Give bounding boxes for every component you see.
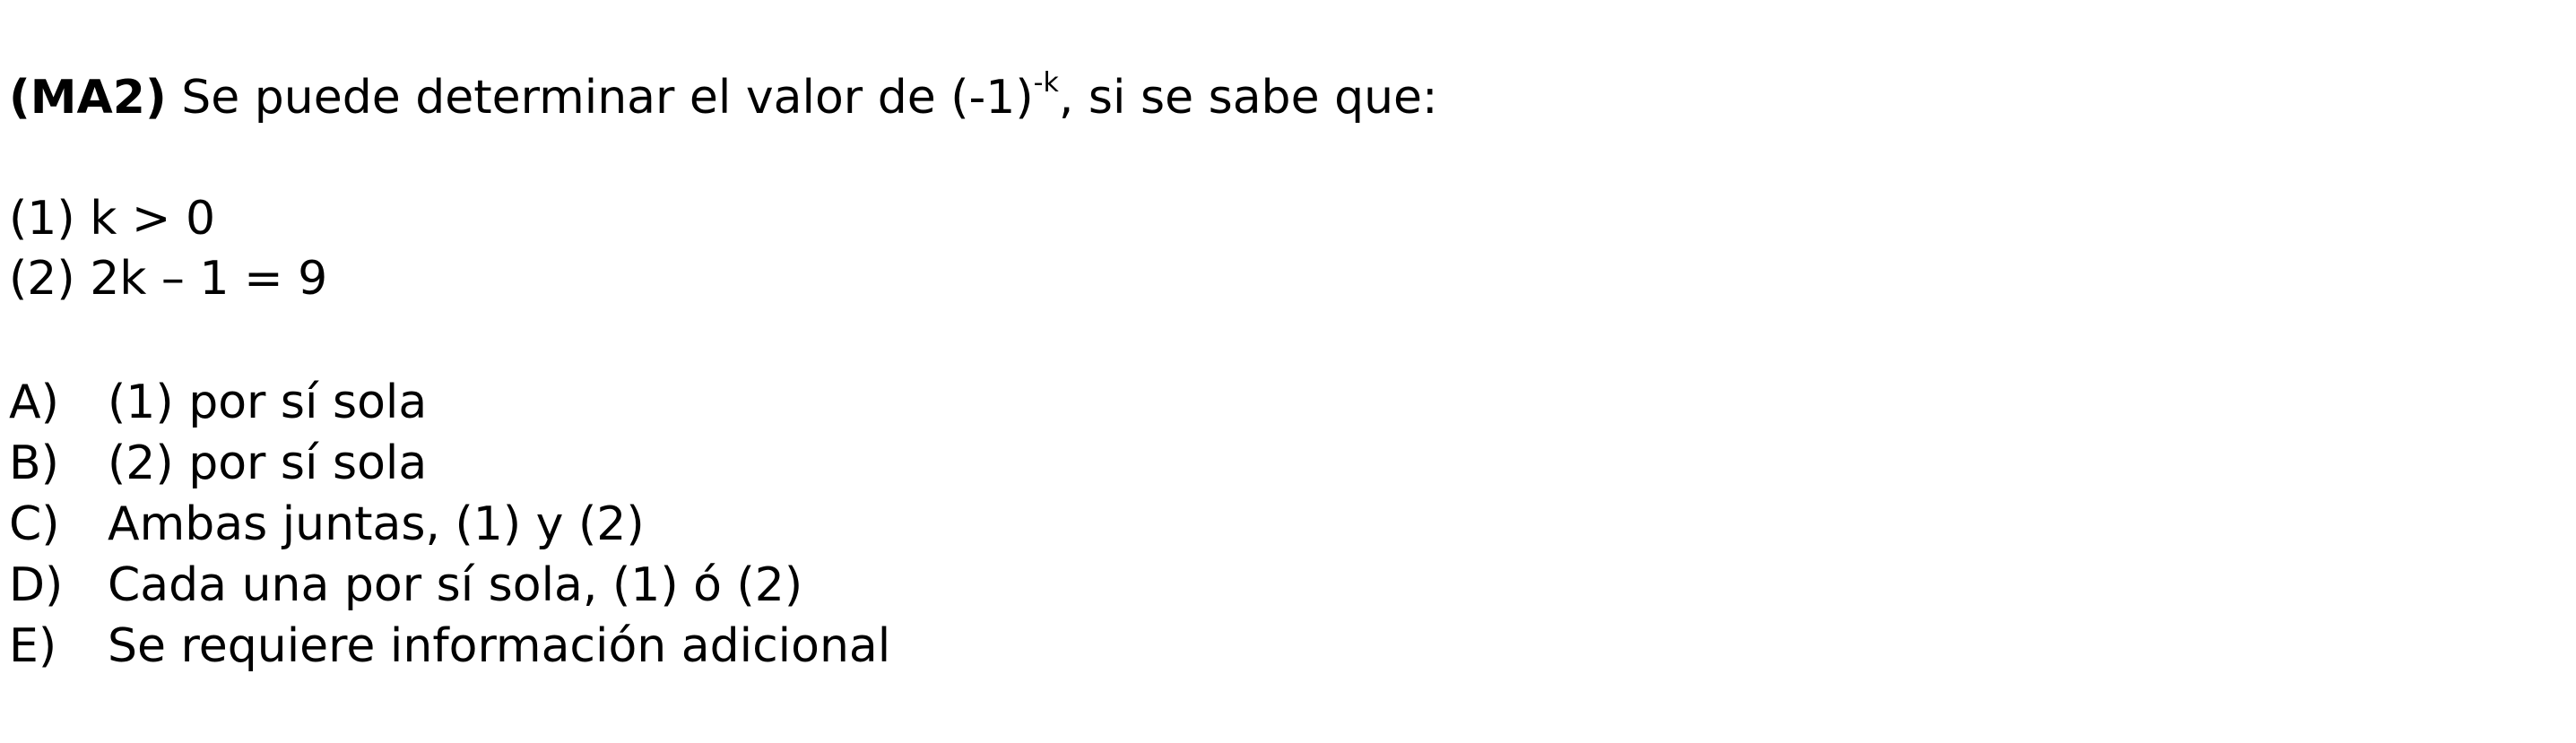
option-letter: B): [9, 436, 59, 490]
option-letter: E): [9, 619, 57, 673]
option-text: (1) por sí sola: [108, 376, 428, 429]
option-b: [9, 433, 427, 494]
option-text: Se requiere información adicional: [108, 619, 891, 673]
condition-label: (2): [9, 252, 75, 306]
question-stem-before: Se puede determinar el valor de (-1): [166, 71, 1034, 125]
option-e: [9, 616, 890, 677]
option-letter: C): [9, 497, 60, 551]
condition-2: [9, 248, 327, 309]
exponent-superscript: -k: [1033, 67, 1059, 99]
option-a: [9, 372, 427, 433]
option-text: Ambas juntas, (1) y (2): [108, 497, 645, 551]
condition-label: (1): [9, 192, 75, 246]
question-stem-after: , si se sabe que:: [1058, 71, 1438, 125]
option-d: [9, 555, 802, 616]
question-statement: [9, 67, 1438, 135]
option-letter: A): [9, 376, 59, 429]
question-id: (MA2): [9, 71, 167, 125]
condition-text: 2k – 1 = 9: [90, 252, 328, 306]
option-c: [9, 494, 645, 555]
condition-1: [9, 188, 215, 249]
option-letter: D): [9, 558, 64, 612]
question-document: [9, 0, 2564, 743]
option-text: (2) por sí sola: [108, 436, 428, 490]
condition-text: k > 0: [90, 192, 216, 246]
option-text: Cada una por sí sola, (1) ó (2): [108, 558, 803, 612]
